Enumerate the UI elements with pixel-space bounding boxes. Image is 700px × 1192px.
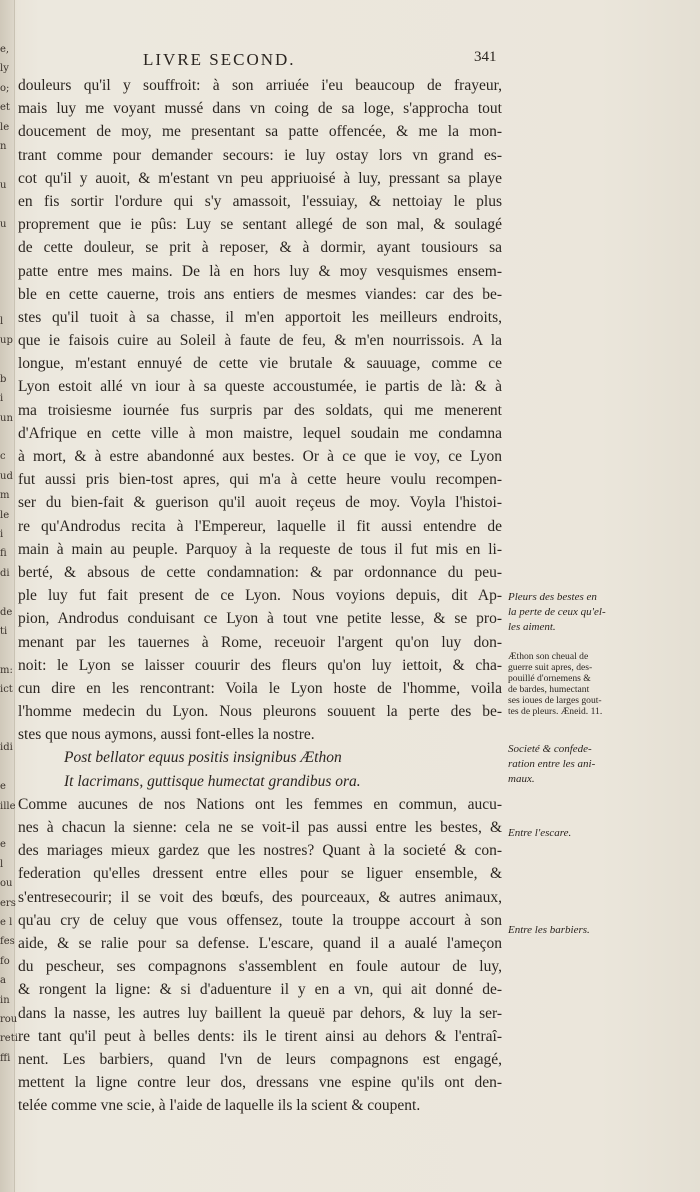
text-line: stes qu'il tuoit à sa chasse, il m'en apportoit les meilleurs endroits, — [18, 308, 502, 326]
text-line: berté, & absous de cette condamnation: & par ordonnance du peu- — [18, 563, 502, 581]
text-line: Lyon estoit allé vn iour à sa queste accoustumée, ie partis de là: & à — [18, 378, 502, 396]
margin-note-line: Entre les barbiers. — [508, 924, 590, 936]
page-number: 341 — [474, 49, 497, 65]
text-line: noit: le Lyon se laisser couurir des fleurs qu'on luy iettoit, & cha- — [18, 656, 502, 674]
text-line: s'entresecourir; il se voit des bœufs, des pourceaux, & autres animaux, — [18, 888, 502, 906]
gutter-fragment: e — [0, 781, 6, 793]
text-line: mettent la ligne contre leur dos, dressans vne espine qu'ils ont den- — [18, 1074, 502, 1092]
text-line: doucement de moy, me presentant sa patte offencée, & me la mon- — [18, 123, 502, 141]
text-line: que ie faisois cuire au Soleil à faute de feu, & m'en nourrissois. A la — [18, 332, 502, 350]
text-line: mais luy me voyant mussé dans vn coing de sa loge, s'approcha tout — [18, 100, 502, 118]
text-line: nes à chacun la sienne: cela ne se voit-il pas aussi entre les bestes, & — [18, 819, 502, 836]
text-line: cun dire en les rencontrant: Voila le Lyon hoste de l'homme, voila — [18, 679, 502, 697]
text-line: à mort, & à estre abandonné aux bestes. Or à ce que ie voy, ce Lyon — [18, 448, 502, 465]
text-line: ble en cette cauerne, trois ans entiers de mesmes viandes: car des be- — [18, 285, 502, 303]
margin-note-pleurs — [508, 590, 620, 635]
text-line: d'Afrique en cette ville à mon maistre, lequel soudain me condamna — [18, 424, 502, 442]
text-line: longue, m'estant ennuyé de cette vie brutale & sauuage, comme ce — [18, 355, 502, 373]
text-line: aide, & se ralie pour sa defense. L'escare, quand il a aualé l'ameçon — [18, 934, 502, 952]
text-line: Comme aucunes de nos Nations ont les femmes en commun, aucu- — [18, 795, 502, 813]
verse-line: It lacrimans, guttisque humectat grandibus ora. — [64, 772, 361, 790]
text-line: des mariages mieux gardez que les nostres? Quant à la societé & con- — [18, 842, 502, 860]
margin-note-line: Entre l'escare. — [508, 827, 572, 839]
text-line: ple luy fut fait present de ce Lyon. Nous voyions depuis, dit Ap- — [18, 587, 502, 605]
gutter-fragment: ict — [0, 684, 13, 696]
margin-note-escare — [508, 826, 620, 841]
gutter-fragment: m — [0, 490, 10, 502]
text-line: main à main au peuple. Parquoy à la requeste de tous il fut mis en li- — [18, 540, 502, 558]
text-line: douleurs qu'il y souffroit: à son arriuée i'eu beaucoup de frayeur, — [18, 77, 502, 94]
text-line: de cette douleur, se prit à reposer, & à dormir, ayant tousiours sa — [18, 239, 502, 257]
margin-note-line: guerre suit apres, des- — [508, 662, 593, 673]
gutter-fragment: rou — [0, 1014, 18, 1025]
margin-note-line: Societé & confede- — [508, 743, 592, 755]
gutter-fragment: e, — [0, 44, 10, 55]
margin-note-line: les aiment. — [508, 621, 556, 633]
gutter-fragment: u — [0, 179, 7, 191]
text-line: re qu'Androdus recita à l'Empereur, laquelle il fit aussi entendre de — [18, 517, 502, 535]
margin-note-line: maux. — [508, 773, 535, 785]
text-line: ma troisiesme iournée fus surpris par des soldats, qui me menerent — [18, 401, 502, 419]
margin-note-line: Pleurs des bestes en — [508, 591, 597, 603]
text-line: re tant qu'il peut à belles dents: ils le tirent ainsi au dehors & l'entraî- — [18, 1027, 502, 1045]
text-line: & rongent la ligne: & si d'aduenture il y en a vn, qui ait donné de- — [18, 981, 502, 999]
margin-note-aethon — [508, 651, 620, 717]
gutter-fragment: u — [0, 218, 7, 230]
margin-note-line: de bardes, humectant — [508, 684, 590, 695]
gutter-fragment: fi — [0, 548, 7, 560]
margin-note-line: tes de pleurs. Æneid. 11. — [508, 706, 603, 717]
gutter-fragment: le — [0, 121, 10, 133]
gutter-fragment: fes — [0, 936, 15, 948]
running-head: LIVRE SECOND. — [143, 50, 296, 69]
text-line: qu'au cry de celuy que vous offensez, toute la trouppe accourt à son — [18, 911, 502, 929]
facing-page-gutter — [0, 0, 18, 1192]
gutter-fragment: ud — [0, 470, 13, 482]
text-line: patte entre mes mains. De là en hors luy & moy vesquismes ensem- — [18, 262, 502, 280]
gutter-fragment: ti — [0, 626, 8, 637]
margin-note-line: pouillé d'ornemens & — [508, 673, 591, 684]
text-line: en fis sortir l'ordure qui s'y amassoit, l'essuiay, & nettoiay le plus — [18, 192, 502, 210]
text-line: du pescheur, ses compagnons s'assemblent en foule autour de luy, — [18, 958, 502, 976]
margin-note-barbiers — [508, 923, 620, 938]
text-line: fut aussi pris bien-tost apres, qui m'a à cette heure voulu recompen- — [18, 471, 502, 489]
text-line: nent. Les barbiers, quand l'vn de leurs compagnons est engagé, — [18, 1050, 502, 1068]
gutter-fragment: b — [0, 373, 7, 385]
text-line: ser du bien-fait & guerison qu'il auoit reçeus de moy. Voyla l'histoi- — [18, 494, 502, 512]
gutter-fragment: l — [0, 858, 4, 870]
margin-note-line: la perte de ceux qu'el- — [508, 606, 606, 618]
gutter-fragment: i — [0, 529, 4, 540]
margin-note-line: ration entre les ani- — [508, 758, 596, 770]
text-line: trant comme pour demander secours: ie luy ostay lors vn grand es- — [18, 146, 502, 164]
gutter-fragment: ille — [0, 800, 16, 812]
margin-note-line: ses ioues de larges gout- — [508, 695, 602, 706]
margin-note-line: Æthon son cheual de — [508, 651, 589, 662]
gutter-fragment: le — [0, 509, 10, 521]
text-line: l'homme medecin du Lyon. Nous pleurons souuent la perte des be- — [18, 703, 502, 721]
text-line: federation qu'elles dressent entre elles pour se liguer ensemble, & — [18, 865, 502, 883]
text-line: dans la nasse, les autres luy baillent la queuë par dehors, & luy la ser- — [18, 1004, 502, 1022]
gutter-fragment: fo — [0, 955, 10, 967]
gutter-fragment: o; — [0, 82, 10, 94]
verse-line: Post bellator equus positis insignibus Æthon — [64, 749, 342, 767]
gutter-fragment: c — [0, 451, 6, 463]
gutter-fragment: up — [0, 335, 13, 346]
gutter-fragment: l — [0, 315, 4, 327]
gutter-fragment: et — [0, 102, 10, 114]
text-line: menant par les tauernes à Rome, receuoir l'argent qu'on luy don- — [18, 633, 502, 651]
margin-note-societe — [508, 742, 620, 787]
gutter-fragment: i — [0, 393, 4, 405]
gutter-fragment: in — [0, 994, 10, 1006]
gutter-fragment: m: — [0, 664, 13, 676]
gutter-fragment: ffi — [0, 1052, 11, 1064]
gutter-fragment: di — [0, 567, 10, 579]
gutter-fragment: ers — [0, 897, 16, 909]
gutter-fragment: de — [0, 606, 13, 618]
gutter-fragment: a — [0, 975, 6, 987]
main-text-block — [18, 74, 502, 1117]
gutter-fragment: un — [0, 412, 13, 424]
gutter-fragment: idi — [0, 742, 13, 754]
gutter-fragment: ly — [0, 63, 9, 75]
gutter-fragment: n — [0, 141, 7, 152]
text-line: stes que nous aymons, aussi font-elles la nostre. — [18, 726, 315, 744]
text-line: proprement que ie pûs: Luy se sentant allegé de son mal, & soulagé — [18, 216, 502, 234]
text-line: telée comme vne scie, à l'aide de laquelle ils la scient & coupent. — [18, 1097, 421, 1115]
gutter-fragment: e — [0, 839, 6, 851]
text-line: pion, Androdus conduisant ce Lyon à tout vne petite lesse, & se pro- — [18, 610, 502, 628]
gutter-fragment: ou — [0, 878, 13, 890]
gutter-fragment: reti — [0, 1033, 18, 1045]
text-line: cot qu'il y auoit, & m'estant vn peu appriuoisé à luy, pressant sa playe — [18, 169, 502, 187]
gutter-fragment: e l — [0, 917, 13, 928]
